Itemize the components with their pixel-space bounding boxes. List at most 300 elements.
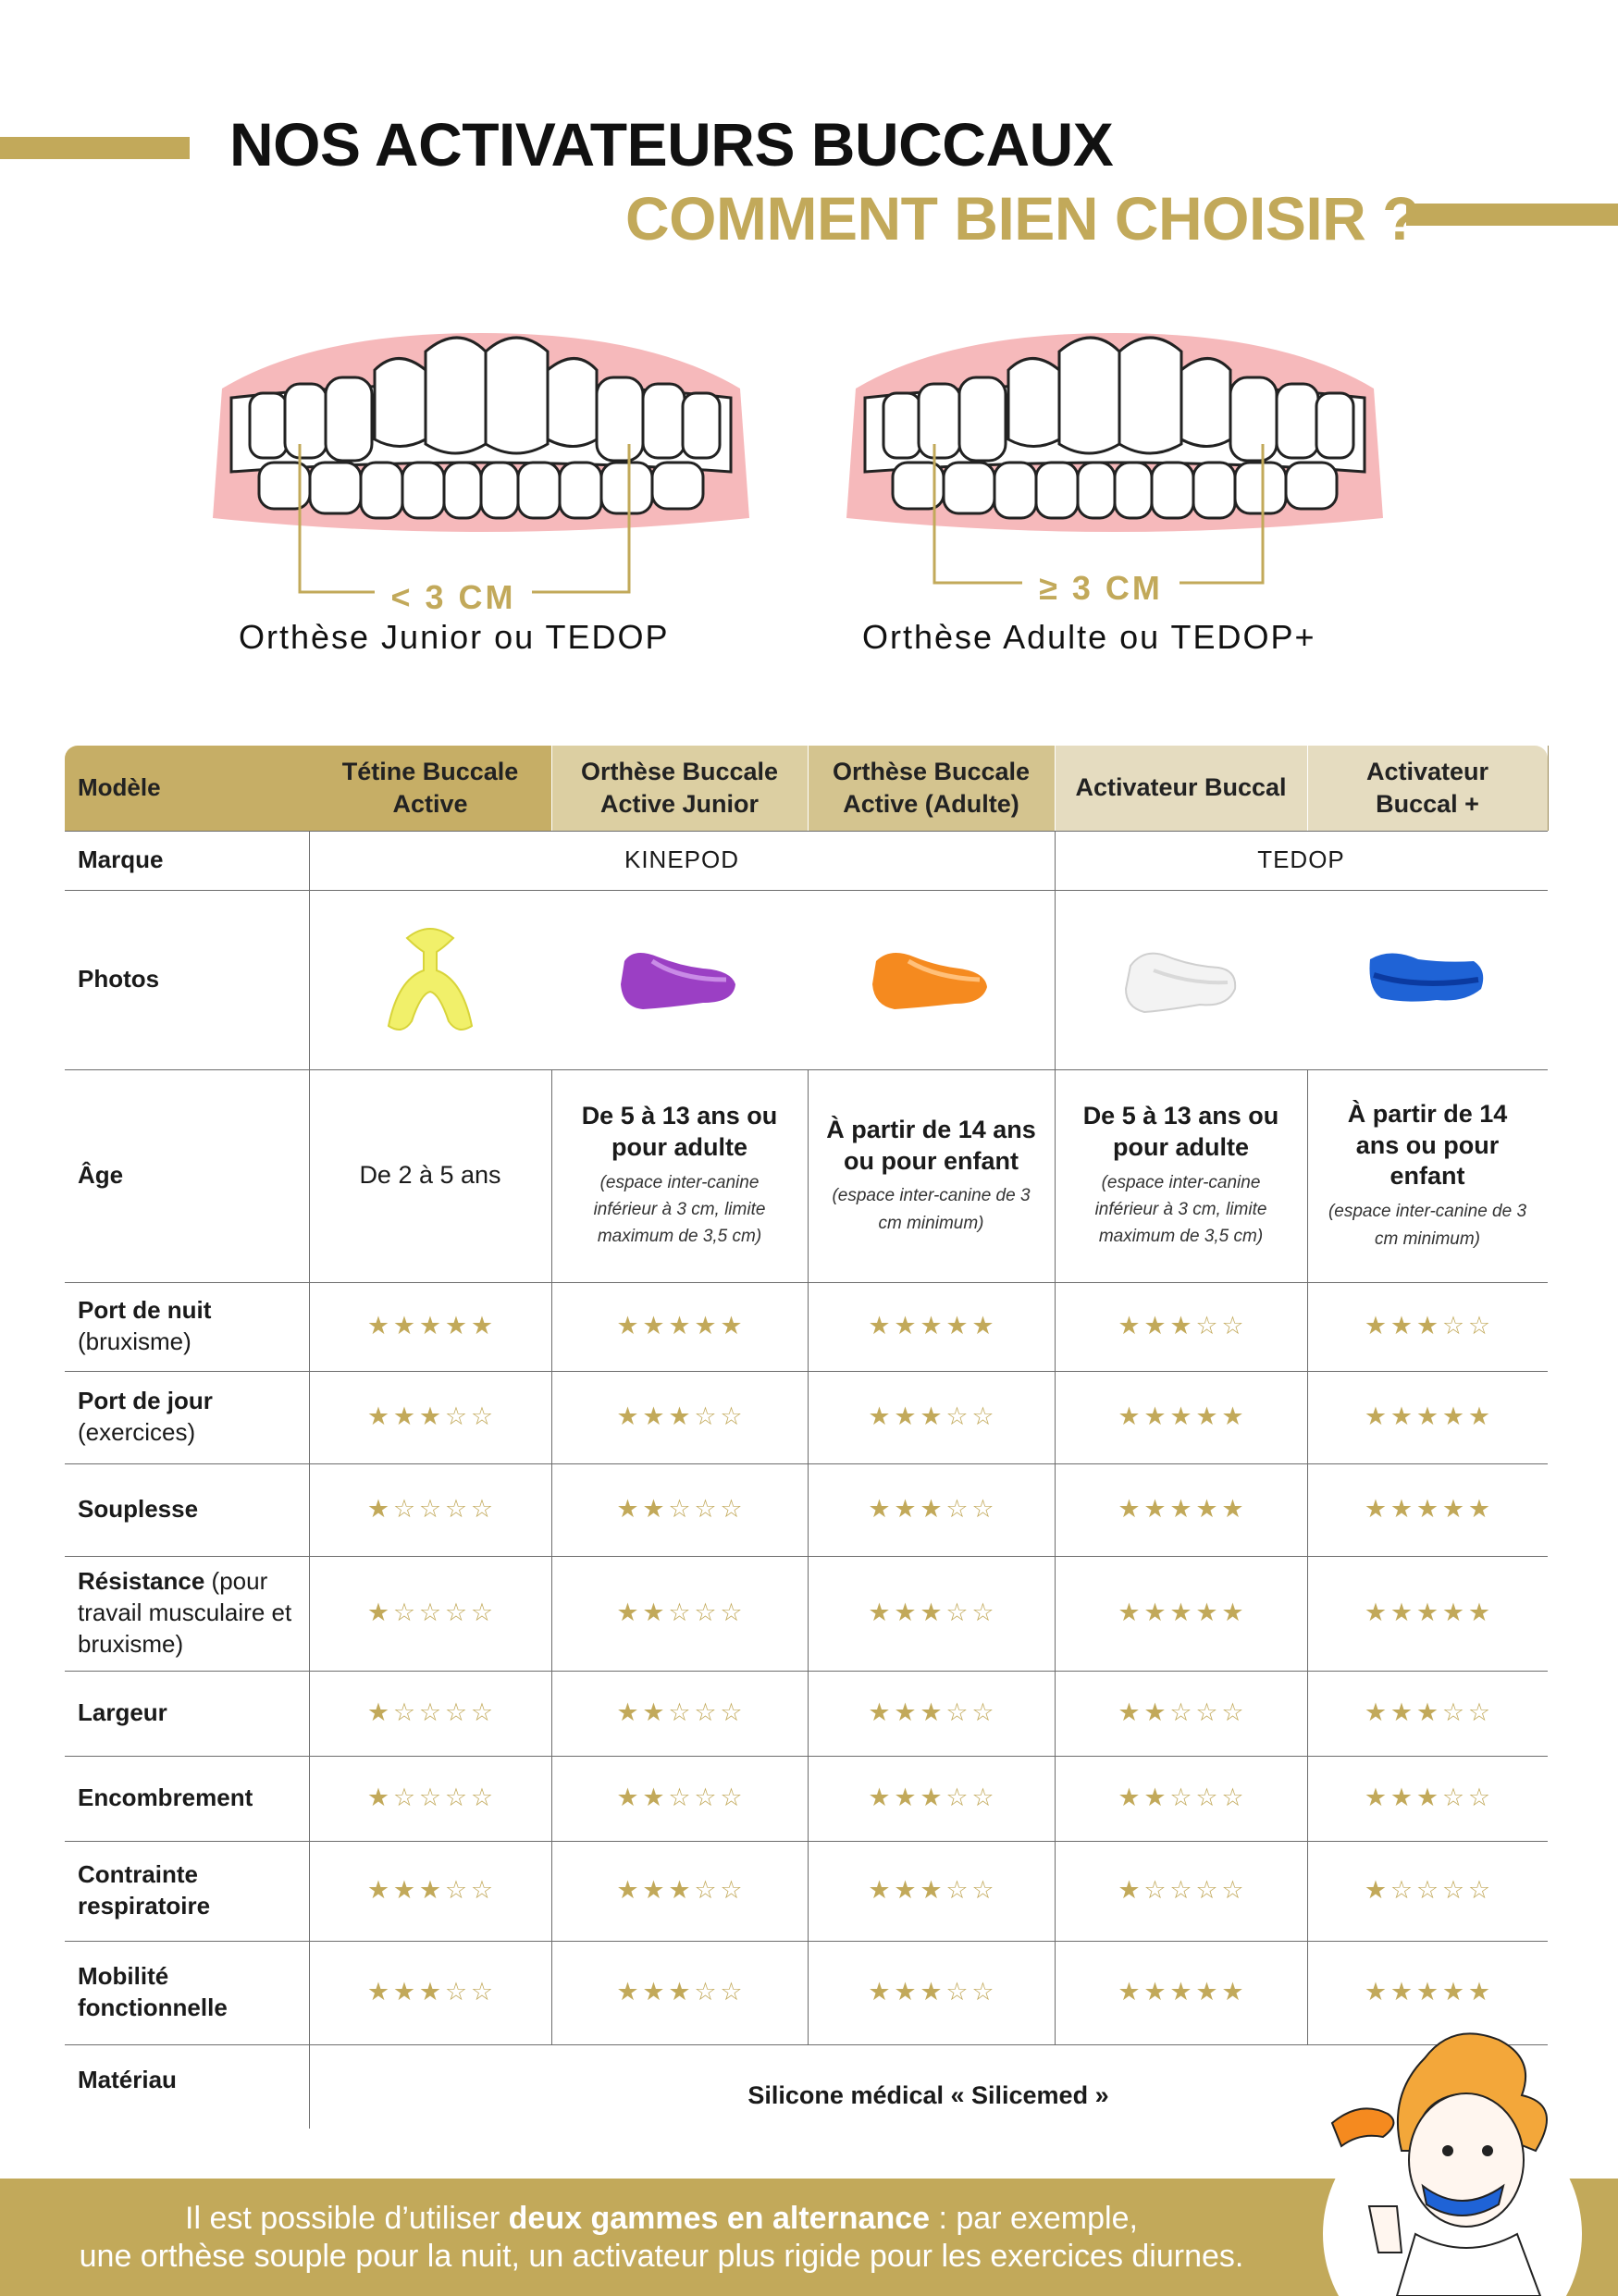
star-empty-icon: ☆ xyxy=(418,1698,442,1727)
star-rating xyxy=(808,1371,1055,1463)
star-row xyxy=(1364,1976,1491,2008)
star-rating xyxy=(1055,1671,1307,1756)
star-filled-icon: ★ xyxy=(1415,1698,1439,1727)
star-filled-icon: ★ xyxy=(1441,1402,1465,1431)
star-filled-icon: ★ xyxy=(418,1978,442,2006)
star-row xyxy=(1118,1976,1245,2008)
star-rating xyxy=(309,1671,551,1756)
star-filled-icon: ★ xyxy=(642,1698,665,1727)
header-column-5: Activateur Buccal + xyxy=(1365,757,1489,818)
star-filled-icon: ★ xyxy=(1195,1599,1218,1627)
star-empty-icon: ☆ xyxy=(971,1599,994,1627)
star-filled-icon: ★ xyxy=(1441,1495,1465,1524)
row-divider xyxy=(65,1463,1548,1464)
star-filled-icon: ★ xyxy=(1195,1402,1218,1431)
star-row xyxy=(1364,1597,1491,1629)
star-filled-icon: ★ xyxy=(1143,1698,1167,1727)
star-filled-icon: ★ xyxy=(444,1312,468,1340)
star-filled-icon: ★ xyxy=(366,1402,390,1431)
star-filled-icon: ★ xyxy=(1221,1978,1244,2006)
star-filled-icon: ★ xyxy=(366,1312,390,1340)
star-filled-icon: ★ xyxy=(971,1312,994,1340)
star-rating xyxy=(551,1371,808,1463)
star-empty-icon: ☆ xyxy=(444,1599,468,1627)
star-filled-icon: ★ xyxy=(1169,1402,1192,1431)
star-row xyxy=(366,1310,494,1342)
star-filled-icon: ★ xyxy=(668,1402,691,1431)
star-filled-icon: ★ xyxy=(868,1599,891,1627)
star-filled-icon: ★ xyxy=(1390,1698,1414,1727)
star-rating xyxy=(808,1841,1055,1941)
star-empty-icon: ☆ xyxy=(470,1784,494,1812)
row-label-materiau: Matériau xyxy=(78,2066,177,2093)
star-empty-icon: ☆ xyxy=(971,1876,994,1905)
star-filled-icon: ★ xyxy=(1169,1599,1192,1627)
star-empty-icon: ☆ xyxy=(668,1784,691,1812)
star-row xyxy=(868,1310,995,1342)
mascot-illustration xyxy=(1314,2021,1591,2296)
star-empty-icon: ☆ xyxy=(720,1495,743,1524)
row-label-rating: Largeur xyxy=(78,1698,167,1727)
blue-mouthguard-icon xyxy=(1307,890,1548,1069)
star-filled-icon: ★ xyxy=(920,1784,943,1812)
star-empty-icon: ☆ xyxy=(694,1402,717,1431)
star-filled-icon: ★ xyxy=(616,1784,639,1812)
star-filled-icon: ★ xyxy=(1221,1402,1244,1431)
star-row xyxy=(868,1782,995,1814)
star-rating xyxy=(551,1941,808,2044)
accent-bar-right xyxy=(1406,204,1618,226)
star-rating xyxy=(309,1371,551,1463)
col-divider xyxy=(1307,1069,1308,2044)
star-empty-icon: ☆ xyxy=(470,1698,494,1727)
star-empty-icon: ☆ xyxy=(470,1876,494,1905)
star-filled-icon: ★ xyxy=(1390,1599,1414,1627)
star-filled-icon: ★ xyxy=(1118,1784,1141,1812)
star-filled-icon: ★ xyxy=(920,1495,943,1524)
star-rating xyxy=(808,1671,1055,1756)
star-filled-icon: ★ xyxy=(1364,1312,1388,1340)
star-empty-icon: ☆ xyxy=(1415,1876,1439,1905)
star-filled-icon: ★ xyxy=(868,1978,891,2006)
star-row xyxy=(1118,1493,1245,1525)
star-filled-icon: ★ xyxy=(366,1599,390,1627)
star-filled-icon: ★ xyxy=(1415,1495,1439,1524)
star-filled-icon: ★ xyxy=(1364,1402,1388,1431)
star-filled-icon: ★ xyxy=(668,1978,691,2006)
header-edge xyxy=(1548,746,1549,831)
star-rating xyxy=(1307,1463,1548,1556)
row-label-rating: Mobilité fonctionnelle xyxy=(78,1962,228,2021)
star-row xyxy=(616,1782,744,1814)
star-empty-icon: ☆ xyxy=(1467,1698,1491,1727)
star-empty-icon: ☆ xyxy=(470,1599,494,1627)
row-label-age: Âge xyxy=(78,1161,124,1190)
age-value: De 5 à 13 ans ou pour adulte xyxy=(581,1102,778,1161)
star-empty-icon: ☆ xyxy=(418,1599,442,1627)
star-filled-icon: ★ xyxy=(1364,1978,1388,2006)
header-divider xyxy=(1307,746,1308,831)
header-column-4: Activateur Buccal xyxy=(1075,773,1287,802)
star-empty-icon: ☆ xyxy=(720,1876,743,1905)
col-divider xyxy=(808,1069,809,2044)
star-empty-icon: ☆ xyxy=(1169,1698,1192,1727)
star-rating xyxy=(551,1282,808,1371)
row-label-rating: Port de jour (exercices) xyxy=(78,1387,213,1446)
star-filled-icon: ★ xyxy=(642,1978,665,2006)
star-filled-icon: ★ xyxy=(1364,1784,1388,1812)
star-rating xyxy=(1055,1282,1307,1371)
row-label-photos: Photos xyxy=(78,965,160,994)
footer-note xyxy=(0,2200,1323,2276)
star-filled-icon: ★ xyxy=(920,1698,943,1727)
row-label-rating: Port de nuit (bruxisme) xyxy=(78,1296,212,1355)
star-row xyxy=(868,1697,995,1729)
star-filled-icon: ★ xyxy=(616,1978,639,2006)
star-rating xyxy=(551,1463,808,1556)
star-filled-icon: ★ xyxy=(1467,1495,1491,1524)
star-rating xyxy=(309,1841,551,1941)
age-value: À partir de 14 ans ou pour enfant xyxy=(1347,1099,1508,1191)
star-empty-icon: ☆ xyxy=(1221,1312,1244,1340)
star-filled-icon: ★ xyxy=(1143,1978,1167,2006)
star-filled-icon: ★ xyxy=(1364,1495,1388,1524)
star-rating xyxy=(551,1756,808,1841)
star-row xyxy=(1364,1310,1491,1342)
star-filled-icon: ★ xyxy=(945,1312,969,1340)
age-value: De 2 à 5 ans xyxy=(359,1161,501,1190)
star-empty-icon: ☆ xyxy=(694,1876,717,1905)
star-row xyxy=(1364,1697,1491,1729)
star-empty-icon: ☆ xyxy=(720,1978,743,2006)
star-filled-icon: ★ xyxy=(1415,1784,1439,1812)
star-filled-icon: ★ xyxy=(1390,1784,1414,1812)
star-rating xyxy=(808,1756,1055,1841)
star-filled-icon: ★ xyxy=(1467,1978,1491,2006)
star-empty-icon: ☆ xyxy=(945,1599,969,1627)
age-cell-5 xyxy=(1307,1069,1548,1282)
age-cell-4 xyxy=(1055,1069,1307,1282)
star-filled-icon: ★ xyxy=(720,1312,743,1340)
star-filled-icon: ★ xyxy=(1195,1495,1218,1524)
star-empty-icon: ☆ xyxy=(392,1698,416,1727)
star-row xyxy=(1118,1401,1245,1433)
star-filled-icon: ★ xyxy=(1467,1599,1491,1627)
star-filled-icon: ★ xyxy=(668,1312,691,1340)
star-row xyxy=(616,1597,744,1629)
star-filled-icon: ★ xyxy=(418,1876,442,1905)
star-rating xyxy=(1055,1371,1307,1463)
row-divider xyxy=(65,1756,1548,1757)
star-filled-icon: ★ xyxy=(1118,1698,1141,1727)
star-filled-icon: ★ xyxy=(894,1312,917,1340)
star-row xyxy=(1364,1401,1491,1433)
star-row xyxy=(868,1976,995,2008)
teeth-illustration-narrow xyxy=(204,315,759,666)
star-filled-icon: ★ xyxy=(1415,1402,1439,1431)
star-filled-icon: ★ xyxy=(868,1402,891,1431)
brand-tedop: TEDOP xyxy=(1257,846,1345,874)
star-filled-icon: ★ xyxy=(616,1599,639,1627)
star-filled-icon: ★ xyxy=(1467,1402,1491,1431)
header-divider xyxy=(1055,746,1056,831)
star-empty-icon: ☆ xyxy=(470,1978,494,2006)
star-filled-icon: ★ xyxy=(894,1495,917,1524)
star-row xyxy=(868,1401,995,1433)
star-filled-icon: ★ xyxy=(920,1978,943,2006)
star-empty-icon: ☆ xyxy=(971,1402,994,1431)
star-rating xyxy=(1307,1282,1548,1371)
star-filled-icon: ★ xyxy=(1143,1495,1167,1524)
star-filled-icon: ★ xyxy=(642,1495,665,1524)
star-empty-icon: ☆ xyxy=(444,1402,468,1431)
star-filled-icon: ★ xyxy=(642,1599,665,1627)
star-filled-icon: ★ xyxy=(1441,1978,1465,2006)
star-empty-icon: ☆ xyxy=(418,1495,442,1524)
star-filled-icon: ★ xyxy=(920,1312,943,1340)
star-row xyxy=(366,1401,494,1433)
star-filled-icon: ★ xyxy=(366,1495,390,1524)
star-filled-icon: ★ xyxy=(366,1978,390,2006)
star-filled-icon: ★ xyxy=(1390,1495,1414,1524)
row-divider xyxy=(65,1941,1548,1942)
star-filled-icon: ★ xyxy=(1390,1402,1414,1431)
star-row xyxy=(1118,1597,1245,1629)
star-row xyxy=(1118,1782,1245,1814)
star-empty-icon: ☆ xyxy=(444,1978,468,2006)
star-empty-icon: ☆ xyxy=(470,1495,494,1524)
measure-narrow: < 3 CM xyxy=(390,578,516,616)
caption-wide: Orthèse Adulte ou TEDOP+ xyxy=(862,618,1316,656)
star-empty-icon: ☆ xyxy=(720,1599,743,1627)
star-filled-icon: ★ xyxy=(1390,1978,1414,2006)
star-rating xyxy=(808,1941,1055,2044)
star-empty-icon: ☆ xyxy=(971,1784,994,1812)
star-filled-icon: ★ xyxy=(868,1312,891,1340)
star-filled-icon: ★ xyxy=(642,1402,665,1431)
star-empty-icon: ☆ xyxy=(1441,1312,1465,1340)
star-filled-icon: ★ xyxy=(1364,1599,1388,1627)
comparison-table xyxy=(65,746,1548,2129)
star-filled-icon: ★ xyxy=(868,1495,891,1524)
star-filled-icon: ★ xyxy=(616,1402,639,1431)
star-filled-icon: ★ xyxy=(1118,1312,1141,1340)
white-mouthguard-icon xyxy=(1055,890,1307,1069)
star-empty-icon: ☆ xyxy=(694,1698,717,1727)
star-empty-icon: ☆ xyxy=(1195,1698,1218,1727)
star-empty-icon: ☆ xyxy=(694,1599,717,1627)
star-rating xyxy=(551,1841,808,1941)
star-rating xyxy=(551,1671,808,1756)
age-value: À partir de 14 ans ou pour enfant xyxy=(826,1115,1036,1175)
star-rating xyxy=(808,1556,1055,1671)
star-row xyxy=(616,1310,744,1342)
star-filled-icon: ★ xyxy=(392,1402,416,1431)
star-empty-icon: ☆ xyxy=(668,1698,691,1727)
star-empty-icon: ☆ xyxy=(945,1784,969,1812)
star-rating xyxy=(309,1282,551,1371)
star-row xyxy=(366,1697,494,1729)
star-filled-icon: ★ xyxy=(868,1876,891,1905)
star-filled-icon: ★ xyxy=(642,1312,665,1340)
star-empty-icon: ☆ xyxy=(470,1402,494,1431)
star-filled-icon: ★ xyxy=(894,1978,917,2006)
header-divider xyxy=(551,746,552,831)
teeth-wide-svg xyxy=(837,315,1392,666)
row-label-rating: Souplesse xyxy=(78,1495,199,1524)
star-filled-icon: ★ xyxy=(1118,1876,1141,1905)
star-empty-icon: ☆ xyxy=(720,1402,743,1431)
star-empty-icon: ☆ xyxy=(1169,1876,1192,1905)
star-empty-icon: ☆ xyxy=(971,1698,994,1727)
star-empty-icon: ☆ xyxy=(945,1402,969,1431)
star-empty-icon: ☆ xyxy=(945,1978,969,2006)
star-filled-icon: ★ xyxy=(366,1876,390,1905)
star-empty-icon: ☆ xyxy=(1221,1698,1244,1727)
star-empty-icon: ☆ xyxy=(1390,1876,1414,1905)
star-empty-icon: ☆ xyxy=(1441,1784,1465,1812)
col-divider xyxy=(1055,831,1056,2044)
age-value: De 5 à 13 ans ou pour adulte xyxy=(1082,1102,1279,1161)
page-subtitle: COMMENT BIEN CHOISIR ? xyxy=(625,184,1419,253)
row-divider xyxy=(65,831,1548,832)
age-cell-1 xyxy=(309,1069,551,1282)
star-row xyxy=(366,1782,494,1814)
star-row xyxy=(616,1493,744,1525)
star-filled-icon: ★ xyxy=(920,1599,943,1627)
star-filled-icon: ★ xyxy=(1143,1402,1167,1431)
star-row xyxy=(366,1597,494,1629)
star-filled-icon: ★ xyxy=(920,1402,943,1431)
row-label-rating: Résistance (pour travail musculaire et bruxisme) xyxy=(78,1567,292,1658)
star-rating xyxy=(1055,1841,1307,1941)
star-empty-icon: ☆ xyxy=(945,1495,969,1524)
star-filled-icon: ★ xyxy=(392,1978,416,2006)
star-empty-icon: ☆ xyxy=(444,1495,468,1524)
star-filled-icon: ★ xyxy=(868,1698,891,1727)
header-divider xyxy=(808,746,809,831)
age-note: (espace inter-canine de 3 cm minimum) xyxy=(832,1186,1031,1233)
star-empty-icon: ☆ xyxy=(1467,1784,1491,1812)
yellow-pacifier-icon xyxy=(309,890,551,1069)
star-filled-icon: ★ xyxy=(1169,1495,1192,1524)
header-column-2: Orthèse Buccale Active Junior xyxy=(580,757,779,818)
star-row xyxy=(366,1874,494,1907)
star-filled-icon: ★ xyxy=(894,1784,917,1812)
row-divider xyxy=(65,1841,1548,1842)
star-filled-icon: ★ xyxy=(1118,1978,1141,2006)
star-filled-icon: ★ xyxy=(668,1876,691,1905)
star-row xyxy=(1118,1874,1245,1907)
star-rating xyxy=(1055,1556,1307,1671)
star-row xyxy=(1118,1310,1245,1342)
teeth-illustration-wide xyxy=(837,315,1392,666)
row-divider xyxy=(65,1371,1548,1372)
star-empty-icon: ☆ xyxy=(392,1784,416,1812)
star-empty-icon: ☆ xyxy=(668,1495,691,1524)
row-label-marque: Marque xyxy=(78,846,164,874)
row-divider xyxy=(65,1069,1548,1070)
star-row xyxy=(1364,1493,1491,1525)
star-empty-icon: ☆ xyxy=(1169,1784,1192,1812)
star-filled-icon: ★ xyxy=(1118,1495,1141,1524)
star-empty-icon: ☆ xyxy=(444,1876,468,1905)
header-column-1: Tétine Buccale Active xyxy=(341,757,519,818)
star-rating xyxy=(1055,1756,1307,1841)
star-empty-icon: ☆ xyxy=(1221,1876,1244,1905)
star-empty-icon: ☆ xyxy=(1143,1876,1167,1905)
age-note: (espace inter-canine de 3 cm minimum) xyxy=(1328,1202,1527,1249)
star-filled-icon: ★ xyxy=(1118,1599,1141,1627)
col-divider xyxy=(309,831,310,2129)
star-filled-icon: ★ xyxy=(642,1876,665,1905)
star-row xyxy=(616,1401,744,1433)
star-filled-icon: ★ xyxy=(1143,1784,1167,1812)
star-rating xyxy=(1055,1463,1307,1556)
star-empty-icon: ☆ xyxy=(694,1784,717,1812)
star-empty-icon: ☆ xyxy=(1195,1876,1218,1905)
star-filled-icon: ★ xyxy=(1143,1599,1167,1627)
star-filled-icon: ★ xyxy=(1415,1599,1439,1627)
star-row xyxy=(1364,1782,1491,1814)
teeth-narrow-svg xyxy=(204,315,759,666)
star-filled-icon: ★ xyxy=(1169,1312,1192,1340)
star-row xyxy=(366,1976,494,2008)
star-filled-icon: ★ xyxy=(1221,1599,1244,1627)
star-empty-icon: ☆ xyxy=(1467,1312,1491,1340)
star-empty-icon: ☆ xyxy=(1195,1312,1218,1340)
star-filled-icon: ★ xyxy=(616,1495,639,1524)
star-empty-icon: ☆ xyxy=(945,1698,969,1727)
header-label-modele: Modèle xyxy=(78,773,161,802)
star-filled-icon: ★ xyxy=(1143,1312,1167,1340)
star-filled-icon: ★ xyxy=(392,1876,416,1905)
star-filled-icon: ★ xyxy=(1195,1978,1218,2006)
star-rating xyxy=(551,1556,808,1671)
star-filled-icon: ★ xyxy=(894,1599,917,1627)
star-filled-icon: ★ xyxy=(366,1698,390,1727)
star-filled-icon: ★ xyxy=(418,1312,442,1340)
star-filled-icon: ★ xyxy=(642,1784,665,1812)
star-filled-icon: ★ xyxy=(418,1402,442,1431)
star-filled-icon: ★ xyxy=(1415,1312,1439,1340)
star-empty-icon: ☆ xyxy=(971,1978,994,2006)
brand-kinepod: KINEPOD xyxy=(624,846,740,874)
star-filled-icon: ★ xyxy=(894,1698,917,1727)
star-empty-icon: ☆ xyxy=(720,1698,743,1727)
star-empty-icon: ☆ xyxy=(392,1495,416,1524)
star-filled-icon: ★ xyxy=(894,1876,917,1905)
star-filled-icon: ★ xyxy=(1415,1978,1439,2006)
age-note: (espace inter-canine inférieur à 3 cm, limite maximum de 3,5 cm) xyxy=(1094,1172,1267,1247)
star-empty-icon: ☆ xyxy=(945,1876,969,1905)
purple-mouthguard-icon xyxy=(551,890,808,1069)
age-cell-3 xyxy=(808,1069,1055,1282)
star-empty-icon: ☆ xyxy=(720,1784,743,1812)
page-title: NOS ACTIVATEURS BUCCAUX xyxy=(229,110,1114,179)
star-row xyxy=(366,1493,494,1525)
row-divider xyxy=(65,890,1548,891)
star-empty-icon: ☆ xyxy=(694,1495,717,1524)
star-empty-icon: ☆ xyxy=(1467,1876,1491,1905)
caption-narrow: Orthèse Junior ou TEDOP xyxy=(239,618,670,656)
row-divider xyxy=(65,1282,1548,1283)
star-row xyxy=(616,1697,744,1729)
star-rating xyxy=(309,1756,551,1841)
materiau-value: Silicone médical « Silicemed » xyxy=(747,2080,1109,2109)
row-divider xyxy=(65,1671,1548,1672)
star-empty-icon: ☆ xyxy=(1195,1784,1218,1812)
